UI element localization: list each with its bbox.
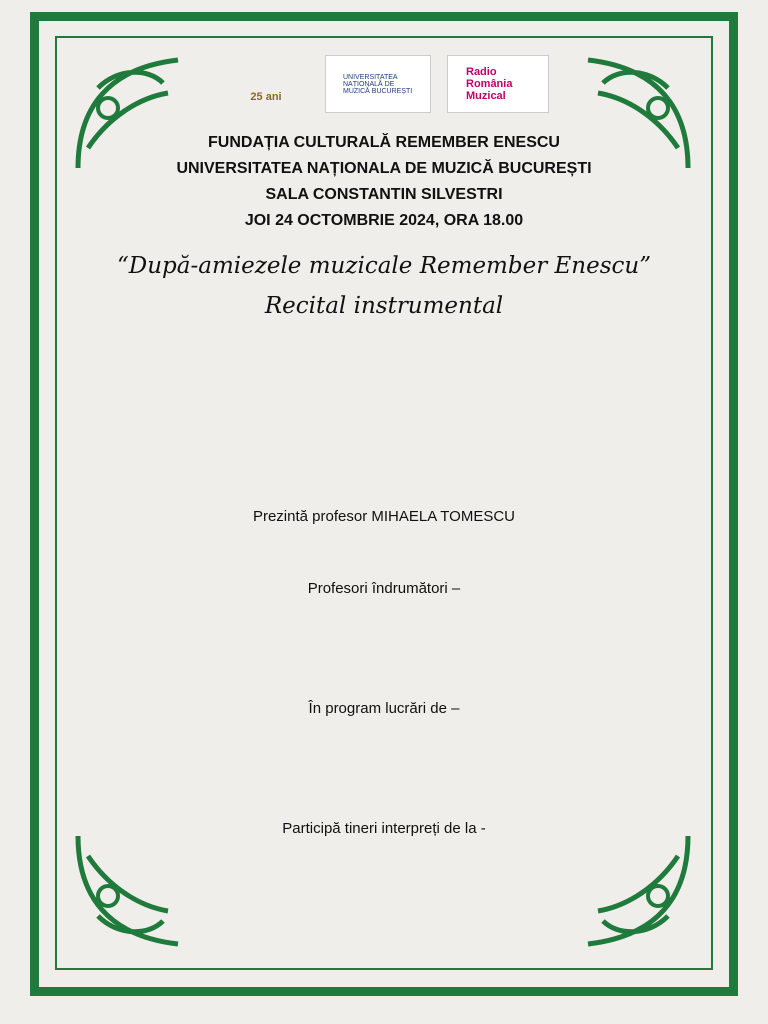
program-heading: În program lucrări de – <box>308 700 460 717</box>
unmb-logo: UNIVERSITATEA NAȚIONALĂ DE MUZICĂ BUCUREȘTI <box>325 55 431 113</box>
header-date: JOI 24 OCTOMBRIE 2024, ORA 18.00 <box>244 212 524 229</box>
header-line: FUNDAȚIA CULTURALĂ REMEMBER ENESCU <box>208 134 560 151</box>
event-title: “După-amiezele muzicale Remember Enescu” <box>117 253 651 279</box>
header-block <box>0 130 768 234</box>
participants-heading: Participă tineri interpreți de la - <box>282 820 486 837</box>
radio-romania-muzical-logo: Radio România Muzical <box>447 55 549 113</box>
teachers-heading: Profesori îndrumători – <box>307 580 461 597</box>
swirl-ornament-icon <box>68 826 198 956</box>
anniversary-logo: 25 ani <box>250 91 282 103</box>
event-title-block <box>0 246 768 326</box>
presenter: Prezintă profesor MIHAELA TOMESCU <box>252 508 516 525</box>
swirl-ornament-icon <box>568 826 698 956</box>
header-line: UNIVERSITATEA NAȚIONALA DE MUZICĂ BUCUREȘTI <box>176 160 592 177</box>
event-subtitle: Recital instrumental <box>264 293 504 319</box>
header-line: SALA CONSTANTIN SILVESTRI <box>265 186 503 203</box>
